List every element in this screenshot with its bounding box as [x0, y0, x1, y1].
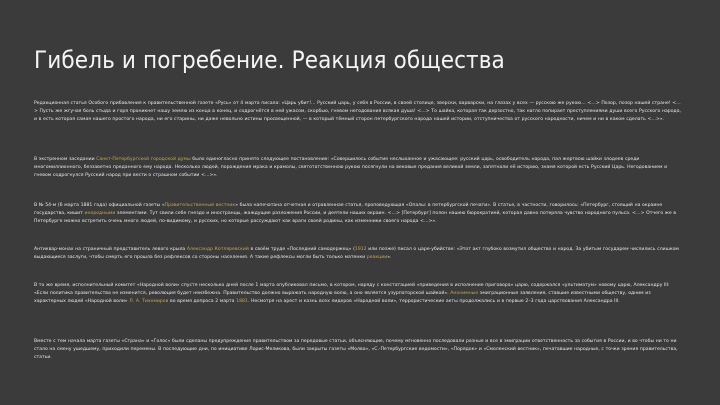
hyperlink[interactable]: Санкт-Петербургской городской думы — [96, 157, 191, 162]
paragraph-text: В экстренном заседании — [34, 157, 97, 162]
hyperlink[interactable]: Л. А. Тихомиров — [129, 299, 169, 304]
paragraph-5 — [34, 282, 684, 306]
paragraph-text: элементами. Тут свили себе гнездо и иностранцы, жаждущие разложения России, и деятели наших окраин. <…> [Петербург] полон нашею бюрократией, которая давно потеряла чувство народного пульса. <…> Отчего же в Петербурге можно встретить очень много людей, по-видимому, и русских, но которые рассуждают как враги своей родины, как изменники своего народа <…>». — [34, 211, 677, 224]
paragraph-text: » была напечатана отчетная и отравленная статья, проповедующая «Опалы: в петербургской печати». В статье, в частности, говорилось: «Петербург, стоящий на окраине государства, кишит — [34, 203, 663, 216]
paragraph-1 — [34, 100, 684, 124]
paragraph-text: ». — [387, 255, 392, 260]
hyperlink[interactable]: инородными — [84, 211, 116, 216]
hyperlink[interactable]: 1881 — [236, 299, 248, 304]
paragraph-4 — [34, 246, 684, 262]
paragraph-text: Антиквар-монах на страничный представитель левого крыла — [34, 247, 187, 252]
paragraph-text: было единогласно принято следующее постановление: «Совершилось событие неслыханное и ужасающее: русский царь, освободитель народа, пал жертвою шайки злодеев среди многомиллионного, беззаветно преданного ему народа. Несколько людей, порождения мрака и крамолы, святотатственною рукою посягнули на вековые предания великой земли, запятнали её историю, знамя которой есть Русский Царь. Негодованием и гневом содрогнулся Русский народ при вести о страшном событии <…>». — [34, 157, 668, 178]
paragraph-text: Редакционная статья Особого прибавления к правительственной газете «Русь» от 4 марта писала: «Царь убит!... Русский царь, у себя в России, в своей столице, зверски, варварски, на глазах у всех — русскою же рукою… <…> Позор, позор нашей стране! <…> Пусть же жгучая боль стыда и горя проникнет нашу землю из конца в конец, и содрогнётся в ней ужасом, скорбью, гневом негодования всякая душа! <…> То шайка, которая так дерзостно, так нагло попирает преступлениями души всего Русского народа, и в есть которая самая нашего простого народа, ни его старины, ни даже невольно истины просвещенной, — в который тёмный сторон петербургского народа нашей истории, отступничества от русского народности, ничем и ни в каком сделать <…>». — [34, 101, 681, 122]
paragraph-3 — [34, 202, 684, 226]
paragraph-text: в своём труде «Последний самодержец» ( — [248, 247, 355, 252]
hyperlink[interactable]: Правительственный вестник — [164, 203, 236, 208]
hyperlink[interactable]: Анонимные — [450, 291, 479, 296]
paragraph-text: . Несмотря на арест и казнь всех лидеров «Народной воли», террористические акты продолжались и в первые 2–3 года царствования Александра III. — [247, 299, 620, 304]
paragraph-2 — [34, 156, 684, 180]
paragraph-6 — [34, 338, 684, 362]
paragraph-text: В № 54-м (6 марта 1881 года) официальной газеты « — [34, 203, 165, 208]
hyperlink[interactable]: Александр Котляревский — [186, 247, 249, 252]
hyperlink[interactable]: 1912 — [354, 247, 367, 252]
paragraph-text: или позже) писал о царе-убийстве: «Этот акт глубоко возмутил общество и народ. За убитым государем числились слишком выдающиеся заслуги, чтобы смерть его прошла без рефлексов со стороны населения. А такие рефлексы могли быть только матенки — [34, 247, 679, 260]
paragraph-text: В то же время, исполнительный комитет «Народной воли» спустя несколько дней после 1 марта опубликовал письмо, в котором, наряду с констатацией «приведения в исполнение приговора» царю, содержался «ультиматум» новому царю, Александру III: «Если политика правительства не изменится, революция будет неизбежна. Правительство должно выражать народную волю, а оно является узурпаторской шайкой». — [34, 283, 670, 296]
hyperlink[interactable]: реакции — [366, 255, 388, 260]
paragraph-text: Вместе с тем начала марта газеты «Страна» и «Голос» были сделаны предупреждения правительством за передовые статьи, объясняющие, почему мгновенно последовали разные и все в эмиграции ответственность за события в России, и во чтобы ни то ни стало на смену ушедшему, приходили перемены. В последующие дни, по инициативе Лорис-Меликова, были закрыты газеты «Молва», «С.-Петербургские ведомости», «Порядок» и «Смоленский вестник», печатавшие народные, с точки зрения правительства, статьи. — [34, 339, 678, 360]
paragraph-text: эмиграционные заявления, ставшие известными обществу, одним из характерных людей «Народной воли» — [34, 291, 651, 304]
slide-title: Гибель и погребение. Реакция общества — [34, 46, 505, 74]
paragraph-text: во время допроса 2 марта — [168, 299, 237, 304]
